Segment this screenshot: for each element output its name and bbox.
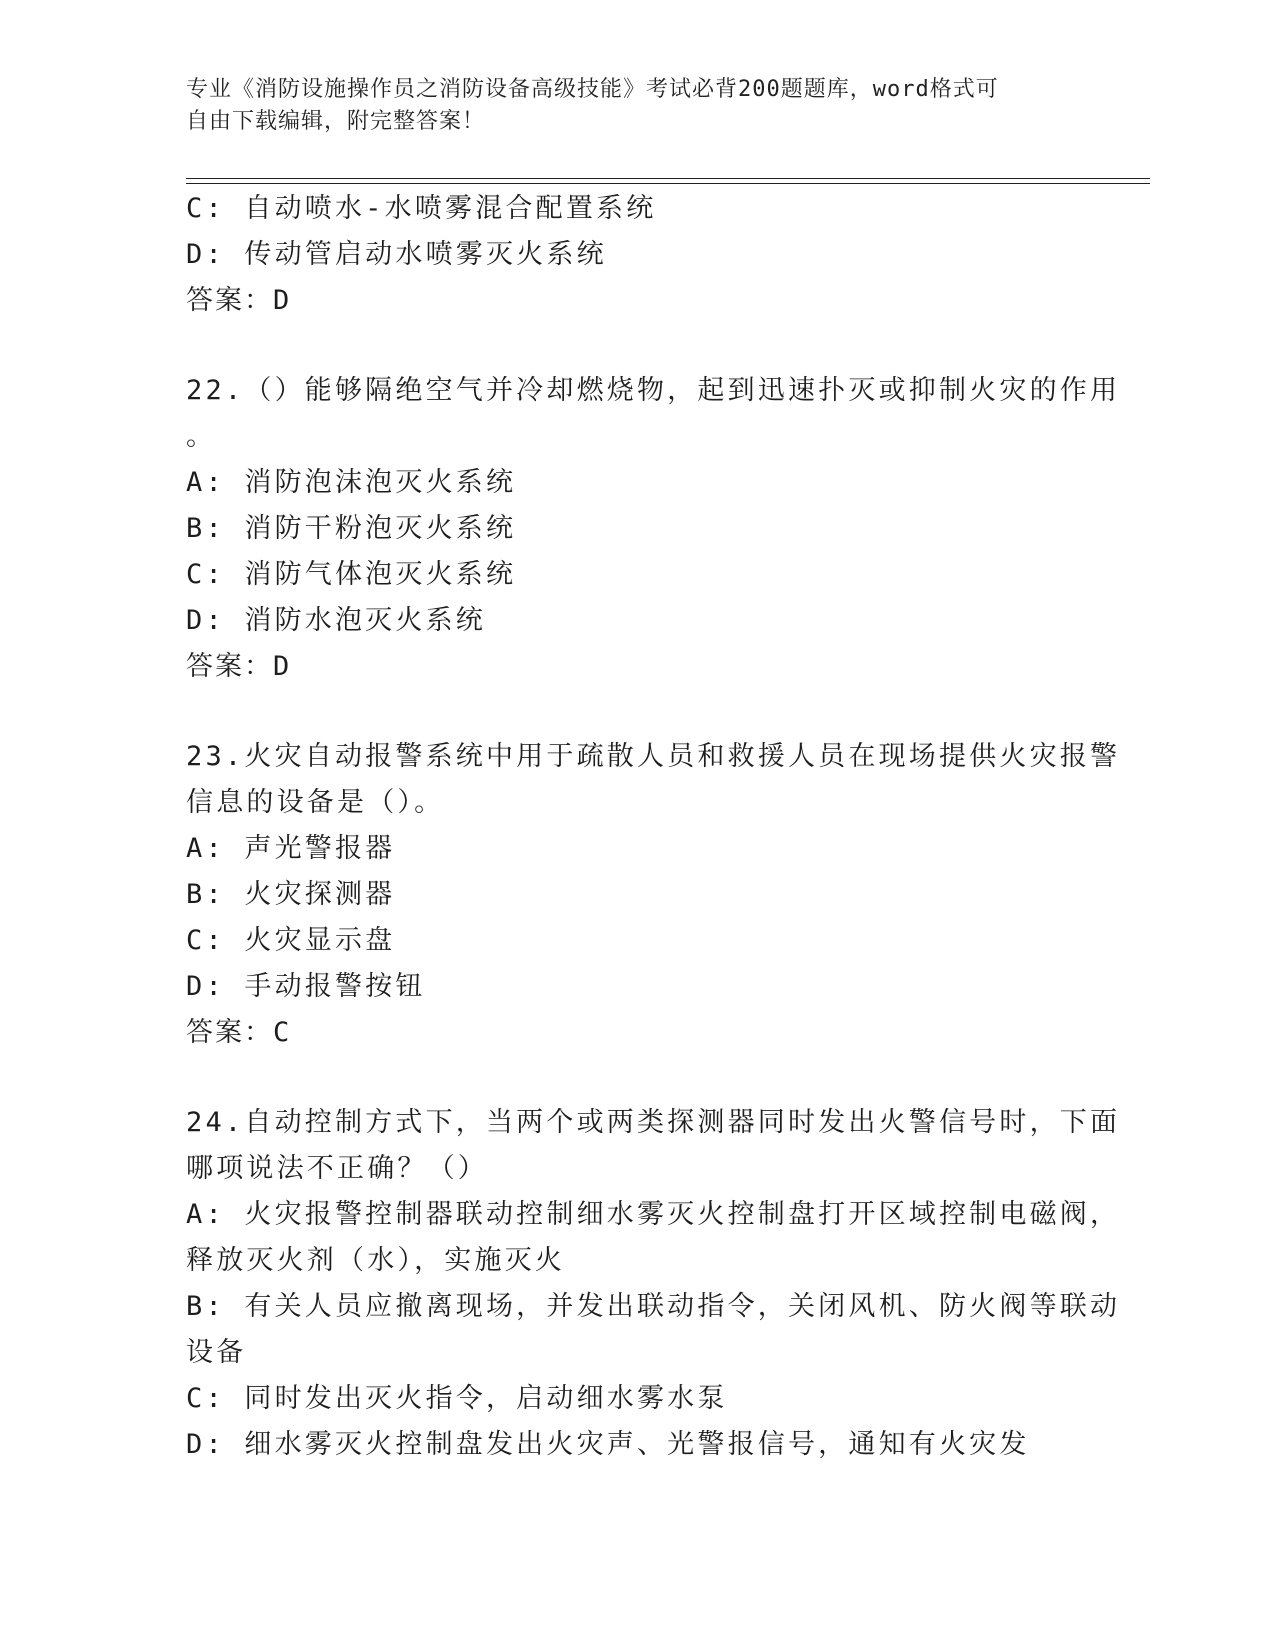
option-b: B: 火灾探测器 (186, 879, 396, 910)
spacer (186, 1056, 1086, 1100)
option-c: C: 火灾显示盘 (186, 925, 396, 956)
option-a: A: 声光警报器 (186, 833, 396, 864)
option-c: C: 消防气体泡灭火系统 (186, 559, 517, 590)
document-body (186, 186, 1121, 1468)
question-text: 22.（）能够隔绝空气并冷却燃烧物，起到迅速扑灭或抑制火灾的作用 (186, 375, 1121, 406)
option-c: C: 同时发出灭火指令，启动细水雾水泵 (186, 1383, 728, 1414)
answer-line: 答案：D (186, 651, 292, 682)
option-c: C: 自动喷水-水喷雾混合配置系统 (186, 193, 657, 224)
question-text: 哪项说法不正确？（） (186, 1153, 488, 1184)
question-text: 。 (186, 421, 217, 452)
option-b: B: 有关人员应撤离现场，并发出联动指令，关闭风机、防火阀等联动 (186, 1291, 1121, 1322)
option-d: D: 消防水泡灭火系统 (186, 605, 486, 636)
header-line-2: 自由下载编辑，附完整答案！ (186, 109, 486, 134)
question-text: 24.自动控制方式下，当两个或两类探测器同时发出火警信号时，下面 (186, 1107, 1121, 1138)
question-text: 信息的设备是（）。 (186, 787, 445, 818)
question-22 (186, 368, 1121, 690)
option-a-continued: 释放灭火剂（水），实施灭火 (186, 1245, 566, 1276)
header-divider-top (186, 178, 1150, 179)
option-d: D: 手动报警按钮 (186, 971, 426, 1002)
question-text: 23.火灾自动报警系统中用于疏散人员和救援人员在现场提供火灾报警 (186, 741, 1121, 772)
option-d: D: 传动管启动水喷雾灭火系统 (186, 239, 607, 270)
option-a: A: 火灾报警控制器联动控制细水雾灭火控制盘打开区域控制电磁阀， (186, 1199, 1121, 1230)
spacer (186, 324, 1086, 368)
header-divider-bottom (186, 183, 1150, 184)
question-21-continuation (186, 186, 1086, 324)
answer-line: 答案：D (186, 285, 292, 316)
question-24 (186, 1100, 1121, 1468)
option-d: D: 细水雾灭火控制盘发出火灾声、光警报信号，通知有火灾发 (186, 1429, 1030, 1460)
option-b-continued: 设备 (186, 1337, 247, 1368)
document-header (186, 74, 1066, 138)
header-line-1: 专业《消防设施操作员之消防设备高级技能》考试必背200题题库，word格式可 (186, 77, 999, 102)
option-a: A: 消防泡沫泡灭火系统 (186, 467, 517, 498)
answer-line: 答案：C (186, 1017, 292, 1048)
question-23 (186, 734, 1121, 1056)
spacer (186, 690, 1086, 734)
option-b: B: 消防干粉泡灭火系统 (186, 513, 517, 544)
